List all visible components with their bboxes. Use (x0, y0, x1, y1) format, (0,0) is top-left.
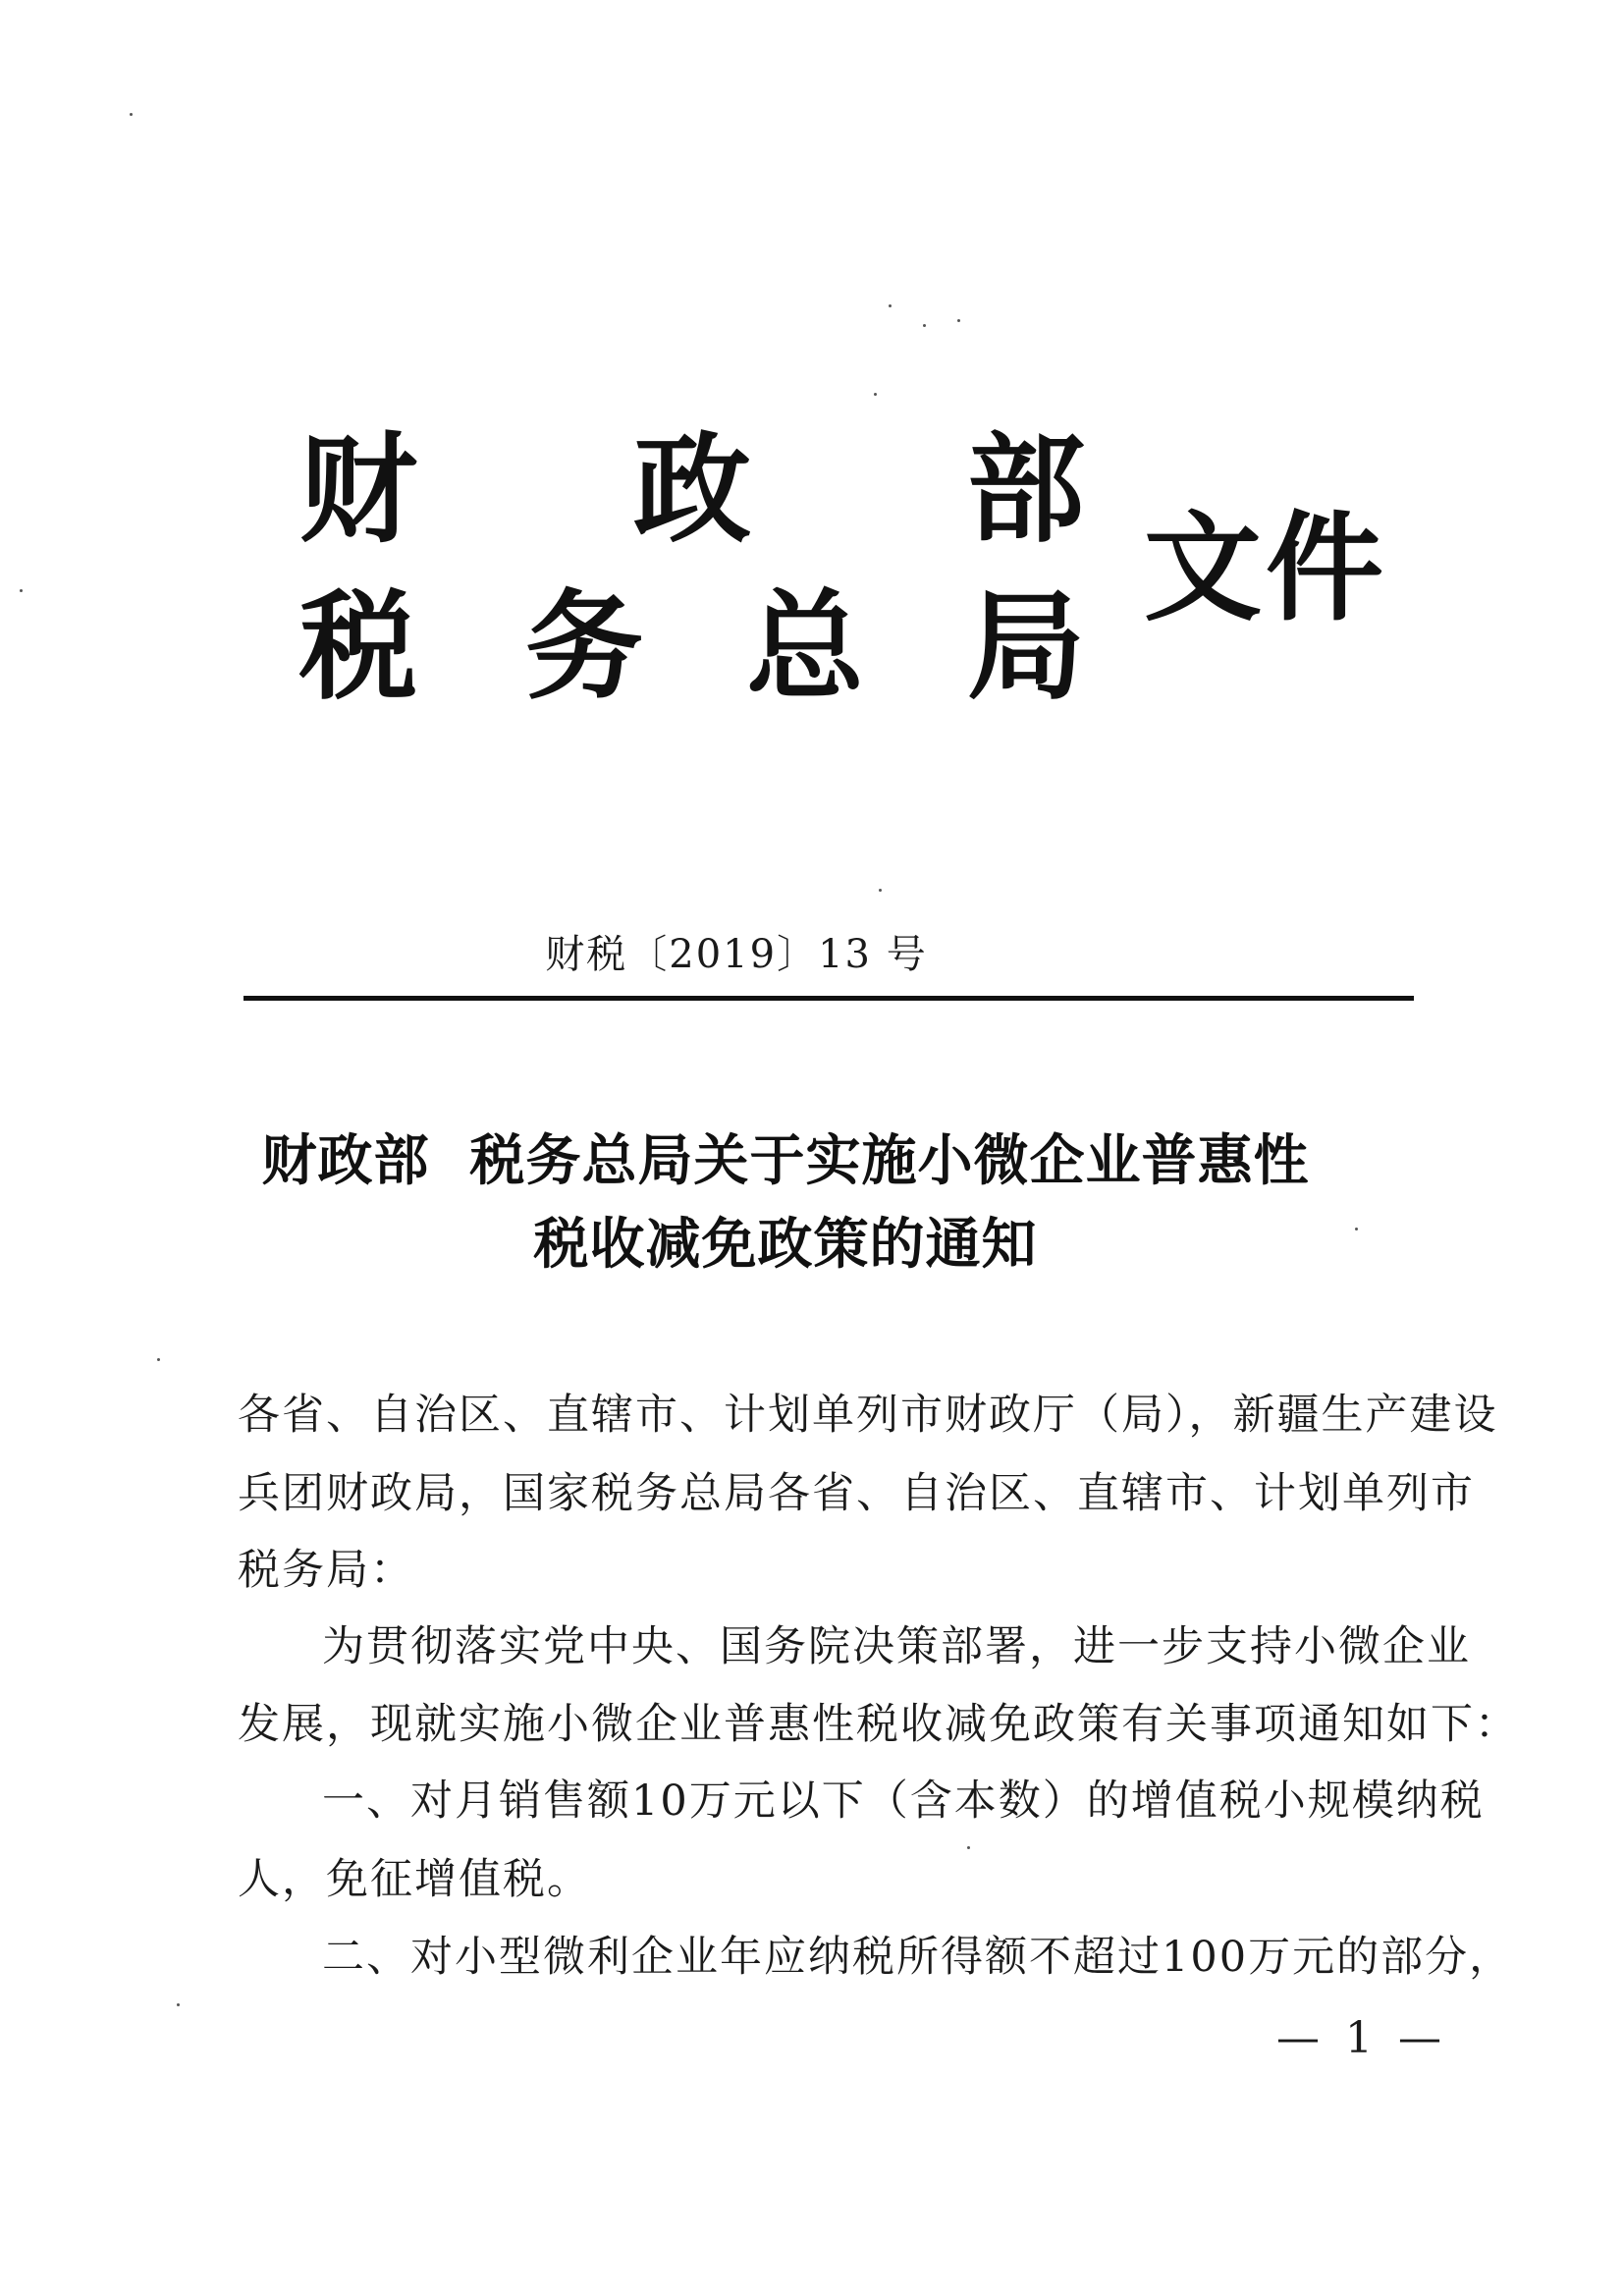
scan-speck (923, 324, 926, 327)
item-2-line-1: 二、对小型微利企业年应纳税所得额不超过100万元的部分， (322, 1933, 1514, 1982)
letterhead-doc-word: 文件 (1144, 501, 1387, 637)
scan-speck (20, 589, 23, 592)
letterhead-char: 税 (299, 579, 417, 716)
scan-speck (957, 319, 960, 322)
scan-speck (177, 2003, 180, 2006)
item-1-line-2: 人，免征增值税。 (238, 1855, 591, 1904)
document-title-line-2: 税收减免政策的通知 (533, 1213, 1038, 1277)
letterhead-char: 政 (633, 422, 751, 559)
item-1-line-1: 一、对月销售额10万元以下（含本数）的增值税小规模纳税 (322, 1777, 1485, 1826)
scan-speck (157, 1358, 160, 1361)
letterhead-char: 务 (525, 579, 643, 716)
letterhead-char: 财 (299, 422, 417, 559)
letterhead-char: 局 (967, 579, 1085, 716)
scan-speck (130, 113, 133, 116)
intro-line-1: 为贯彻落实党中央、国务院决策部署，进一步支持小微企业 (322, 1622, 1471, 1671)
addressee-line-2: 兵团财政局，国家税务总局各省、自治区、直辖市、计划单列市 (238, 1469, 1475, 1518)
letterhead-char: 总 (746, 579, 864, 716)
scan-speck (967, 1846, 970, 1849)
letterhead-char: 部 (967, 422, 1085, 559)
header-divider (243, 996, 1414, 1001)
page-number: — 1 — (1276, 2013, 1447, 2063)
scan-speck (879, 889, 882, 892)
intro-line-2: 发展，现就实施小微企业普惠性税收减免政策有关事项通知如下： (238, 1700, 1519, 1749)
scan-speck (889, 304, 892, 307)
scan-speck (874, 393, 877, 396)
addressee-line-3: 税务局： (238, 1546, 414, 1595)
addressee-line-1: 各省、自治区、直辖市、计划单列市财政厅（局），新疆生产建设 (238, 1391, 1498, 1440)
document-number: 财税〔2019〕13 号 (545, 932, 928, 977)
document-title-line-1: 财政部 税务总局关于实施小微企业普惠性 (261, 1129, 1310, 1193)
